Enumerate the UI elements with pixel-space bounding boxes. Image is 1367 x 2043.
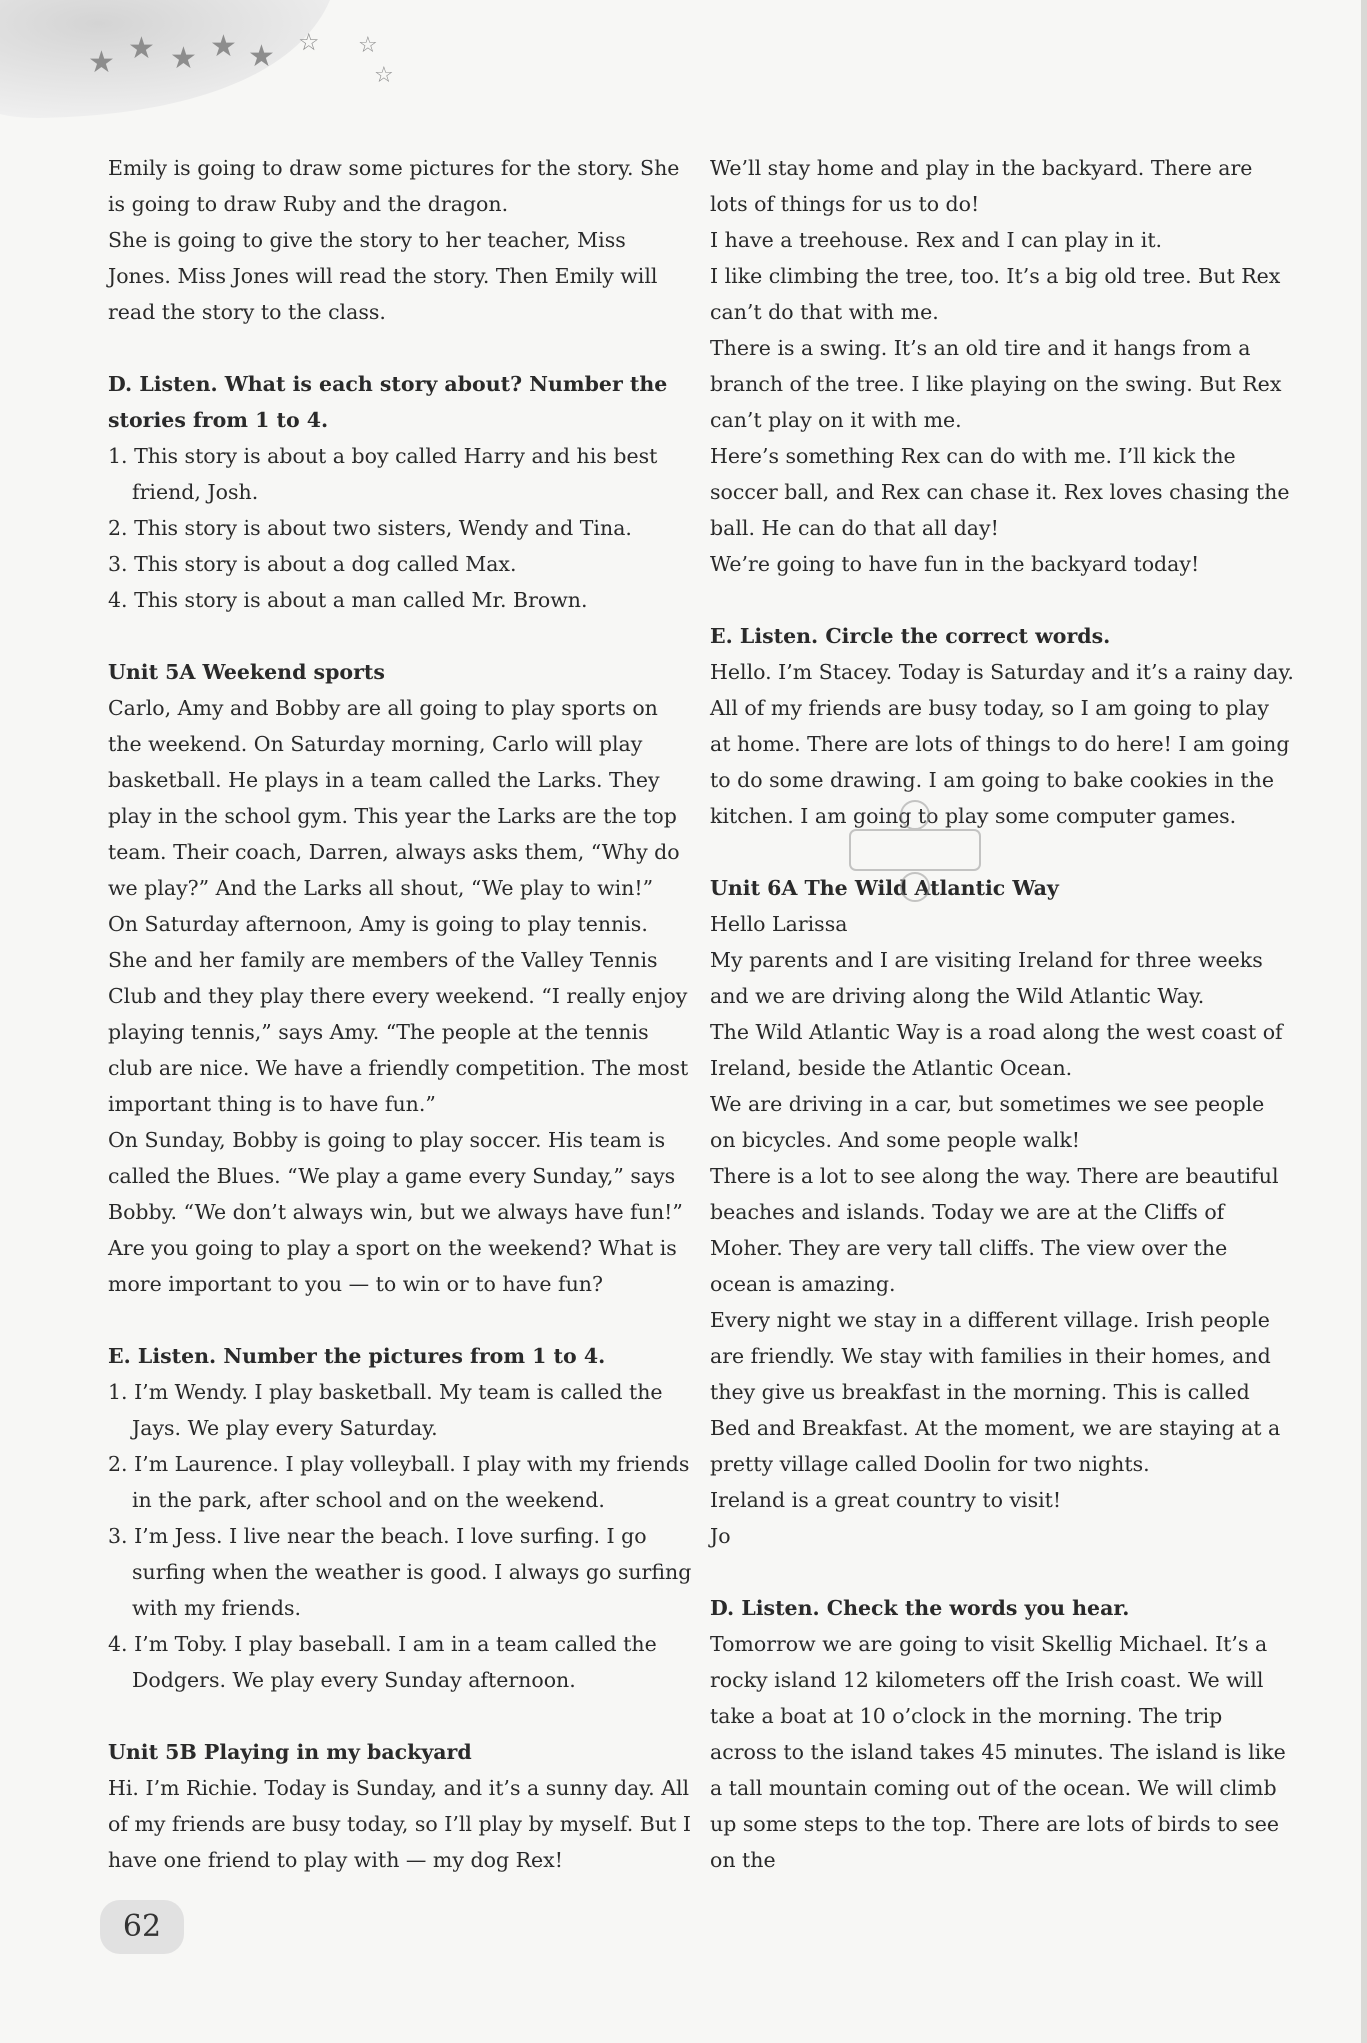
star-icon: ★ — [170, 41, 197, 76]
page-edge — [1361, 0, 1367, 2043]
paragraph: My parents and I are visiting Ireland for three weeks and we are driving along the Wild Atlantic Way. — [710, 948, 1263, 1008]
paragraph: We are driving in a car, but sometimes we see people on bicycles. And some people walk! — [710, 1092, 1265, 1152]
section-d2-heading: D. Listen. Check the words you hear. — [710, 1596, 1130, 1620]
paragraph: Jo — [710, 1524, 731, 1548]
star-icon: ☆ — [374, 63, 394, 88]
section-d-heading: D. Listen. What is each story about? Number the stories from 1 to 4. — [108, 372, 668, 432]
paragraph: We’ll stay home and play in the backyard. There are lots of things for us to do! — [710, 156, 1253, 216]
unit-5a-heading: Unit 5A Weekend sports — [108, 660, 385, 684]
star-icon: ★ — [210, 29, 237, 64]
intro-line: Emily is going to draw some pictures for the story. She is going to draw Ruby and the dragon. — [108, 156, 680, 216]
section-e2-heading: E. Listen. Circle the correct words. — [710, 624, 1111, 648]
section-e-heading: E. Listen. Number the pictures from 1 to 4. — [108, 1344, 606, 1368]
paragraph: I like climbing the tree, too. It’s a big old tree. But Rex can’t do that with me. — [710, 264, 1281, 324]
paragraph: Carlo, Amy and Bobby are all going to play sports on the weekend. On Saturday morning, Carlo will play basketball. He plays in a team called the Larks. They play in the school gym. This year the Larks are the top team. Their coach, Darren, always asks them, “Why do we play?” And the Larks all shout, “We play to win!” — [108, 696, 680, 900]
stars-decoration — [0, 0, 420, 130]
paragraph: Hi. I’m Richie. Today is Sunday, and it’s a sunny day. All of my friends are busy today, so I’ll play by myself. But I have one friend to play with — my dog Rex! — [108, 1776, 691, 1872]
paragraph: We’re going to have fun in the backyard today! — [710, 552, 1200, 576]
paragraph: On Sunday, Bobby is going to play soccer. His team is called the Blues. “We play a game every Sunday,” says Bobby. “We don’t always win, but we always have fun!” — [108, 1128, 683, 1224]
list-item: 4. This story is about a man called Mr. Brown. — [108, 588, 588, 612]
unit-6a-heading: Unit 6A The Wild Atlantic Way — [710, 876, 1059, 900]
paragraph: There is a swing. It’s an old tire and it hangs from a branch of the tree. I like playing on the swing. But Rex can’t play on it with me. — [710, 336, 1282, 432]
paragraph: Here’s something Rex can do with me. I’ll kick the soccer ball, and Rex can chase it. Rex loves chasing the ball. He can do that all day! — [710, 444, 1290, 540]
list-item: 3. This story is about a dog called Max. — [108, 552, 517, 576]
list-item: 2. This story is about two sisters, Wendy and Tina. — [108, 516, 632, 540]
list-item: 4. I’m Toby. I play baseball. I am in a team called the Dodgers. We play every Sunday afternoon. — [108, 1632, 657, 1692]
paragraph: I have a treehouse. Rex and I can play in it. — [710, 228, 1163, 252]
star-icon: ★ — [88, 45, 115, 80]
paragraph: Every night we stay in a different village. Irish people are friendly. We stay with families in their homes, and they give us breakfast in the morning. This is called Bed and Breakfast. At the moment, we are staying at a pretty village called Doolin for two nights. — [710, 1308, 1281, 1476]
list-item: 1. I’m Wendy. I play basketball. My team is called the Jays. We play every Saturday. — [108, 1380, 663, 1440]
star-icon: ☆ — [358, 33, 378, 58]
unit-5b-heading: Unit 5B Playing in my backyard — [108, 1740, 472, 1764]
right-column — [710, 150, 1295, 1878]
paragraph: The Wild Atlantic Way is a road along the west coast of Ireland, beside the Atlantic Ocean. — [710, 1020, 1283, 1080]
paragraph: Hello. I’m Stacey. Today is Saturday and it’s a rainy day. All of my friends are busy today, so I am going to play at home. There are lots of things to do here! I am going to do some drawing. I am going to bake cookies in the kitchen. I am going to play some computer games. — [710, 660, 1294, 828]
paragraph: Hello Larissa — [710, 912, 848, 936]
list-item: 2. I’m Laurence. I play volleyball. I play with my friends in the park, after school and on the weekend. — [108, 1452, 690, 1512]
paragraph: Tomorrow we are going to visit Skellig Michael. It’s a rocky island 12 kilometers off the Irish coast. We will take a boat at 10 o’clock in the morning. The trip across to the island takes 45 minutes. The island is like a tall mountain coming out of the ocean. We will climb up some steps to the top. There are lots of birds to see on the — [710, 1632, 1286, 1872]
intro-line: She is going to give the story to her teacher, Miss Jones. Miss Jones will read the story. Then Emily will read the story to the class. — [108, 228, 658, 324]
paragraph: Are you going to play a sport on the weekend? What is more important to you — to win or to have fun? — [108, 1236, 677, 1296]
paragraph: On Saturday afternoon, Amy is going to play tennis. She and her family are members of the Valley Tennis Club and they play there every weekend. “I really enjoy playing tennis,” says Amy. “The people at the tennis club are nice. We have a friendly competition. The most important thing is to have fun.” — [108, 912, 689, 1116]
star-icon: ☆ — [298, 28, 320, 56]
star-icon: ★ — [128, 31, 155, 66]
left-column — [108, 150, 693, 1878]
page-number: 62 — [100, 1900, 184, 1954]
star-icon: ★ — [248, 39, 275, 74]
list-item: 1. This story is about a boy called Harry and his best friend, Josh. — [108, 444, 658, 504]
paragraph: There is a lot to see along the way. There are beautiful beaches and islands. Today we are at the Cliffs of Moher. They are very tall cliffs. The view over the ocean is amazing. — [710, 1164, 1279, 1296]
watermark-stamp — [840, 795, 990, 905]
list-item: 3. I’m Jess. I live near the beach. I love surfing. I go surfing when the weather is good. I always go surfing with my friends. — [108, 1524, 692, 1620]
paragraph: Ireland is a great country to visit! — [710, 1488, 1062, 1512]
